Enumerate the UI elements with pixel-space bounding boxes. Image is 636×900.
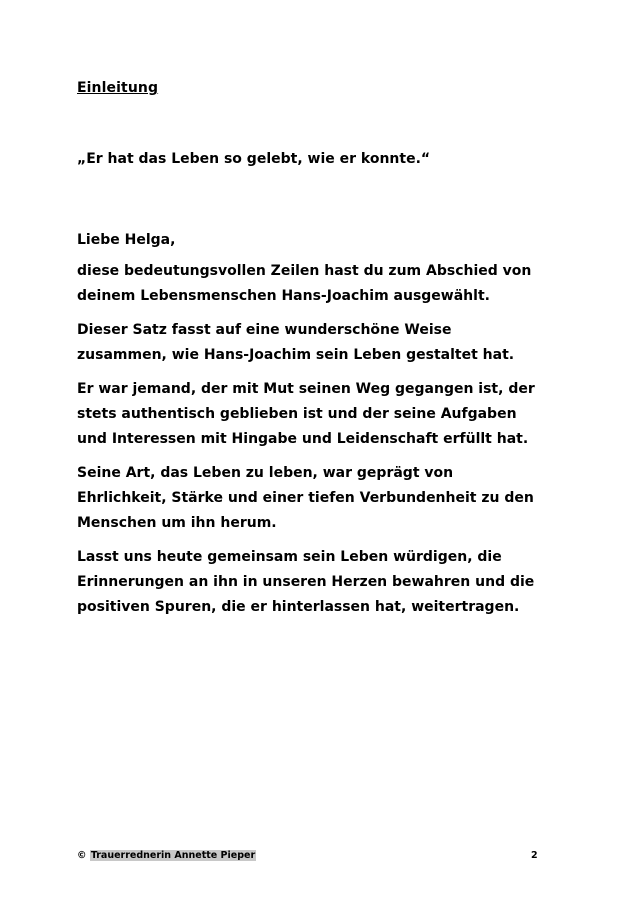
paragraph-line: Lasst uns heute gemeinsam sein Leben würdigen, die (77, 549, 502, 565)
paragraph (77, 545, 567, 620)
section-heading: Einleitung (77, 80, 159, 96)
body-text (77, 259, 567, 629)
paragraph (77, 318, 567, 368)
greeting-text: Liebe Helga, (77, 232, 176, 248)
paragraph-line: und Interessen mit Hingabe und Leidenschaft erfüllt hat. (77, 431, 529, 447)
paragraph-line: Seine Art, das Leben zu leben, war geprägt von (77, 465, 454, 481)
page-number: 2 (531, 850, 538, 861)
footer-copyright (77, 850, 256, 861)
paragraph (77, 461, 567, 536)
paragraph-line: Ehrlichkeit, Stärke und einer tiefen Verbundenheit zu den (77, 490, 534, 506)
paragraph-line: Er war jemand, der mit Mut seinen Weg gegangen ist, der (77, 381, 535, 397)
paragraph-line: Erinnerungen an ihn in unseren Herzen bewahren und die (77, 574, 535, 590)
paragraph-line: zusammen, wie Hans-Joachim sein Leben gestaltet hat. (77, 347, 515, 363)
copyright-symbol: © (77, 850, 87, 861)
paragraph-line: diese bedeutungsvollen Zeilen hast du zum Abschied von (77, 263, 532, 279)
paragraph-line: positiven Spuren, die er hinterlassen hat, weitertragen. (77, 599, 520, 615)
paragraph-line: Dieser Satz fasst auf eine wunderschöne Weise (77, 322, 452, 338)
footer-author: Trauerrednerin Annette Pieper (90, 850, 256, 861)
paragraph (77, 259, 567, 309)
paragraph-line: Menschen um ihn herum. (77, 515, 277, 531)
paragraph (77, 377, 567, 452)
paragraph-line: deinem Lebensmenschen Hans-Joachim ausgewählt. (77, 288, 490, 304)
quote-text: „Er hat das Leben so gelebt, wie er konnte.“ (77, 151, 431, 167)
paragraph-line: stets authentisch geblieben ist und der seine Aufgaben (77, 406, 517, 422)
